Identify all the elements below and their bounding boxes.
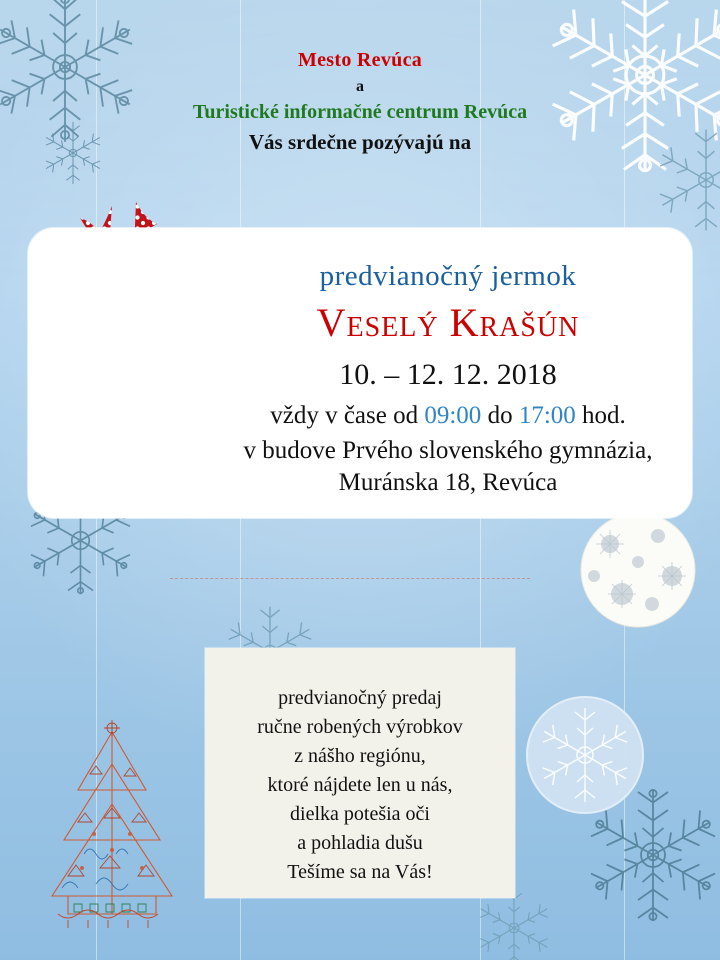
snowflake-icon bbox=[578, 780, 720, 930]
invitation-text: Vás srdečne pozývajú na bbox=[248, 130, 472, 155]
note-line: dielka potešia oči bbox=[290, 803, 430, 825]
note-line: z nášho regiónu, bbox=[294, 745, 426, 767]
event-hours bbox=[218, 402, 678, 430]
hours-prefix: vždy v čase od bbox=[270, 402, 425, 429]
event-kicker: predvianočný jermok bbox=[319, 260, 577, 292]
note-line: a pohladia dušu bbox=[297, 832, 423, 854]
organizer-city: Mesto Revúca bbox=[297, 49, 423, 71]
bauble-icon bbox=[520, 690, 650, 825]
event-note-card bbox=[205, 648, 515, 898]
hours-mid: do bbox=[481, 402, 519, 429]
poster-header bbox=[0, 46, 720, 158]
hours-to: 17:00 bbox=[518, 402, 576, 429]
event-dates: 10. – 12. 12. 2018 bbox=[339, 358, 557, 391]
folk-christmas-tree-icon bbox=[38, 718, 188, 933]
venue-line-2: Muránska 18, Revúca bbox=[338, 469, 558, 496]
note-line: Tešíme sa na Vás! bbox=[287, 861, 433, 883]
conjunction: a bbox=[356, 78, 364, 95]
event-title: Veselý Krašún bbox=[316, 300, 580, 345]
hours-suffix: hod. bbox=[575, 402, 626, 429]
note-line: ktoré nájdete len u nás, bbox=[267, 774, 453, 796]
organizer-tic: Turistické informačné centrum Revúca bbox=[192, 101, 528, 124]
venue-line-1: v budove Prvého slovenského gymnázia, bbox=[243, 437, 653, 464]
dotted-divider bbox=[170, 578, 530, 579]
event-details-card bbox=[28, 228, 692, 518]
note-line: ručne robených výrobkov bbox=[257, 716, 463, 738]
note-line: predvianočný predaj bbox=[278, 687, 442, 709]
hours-from: 09:00 bbox=[424, 402, 482, 429]
